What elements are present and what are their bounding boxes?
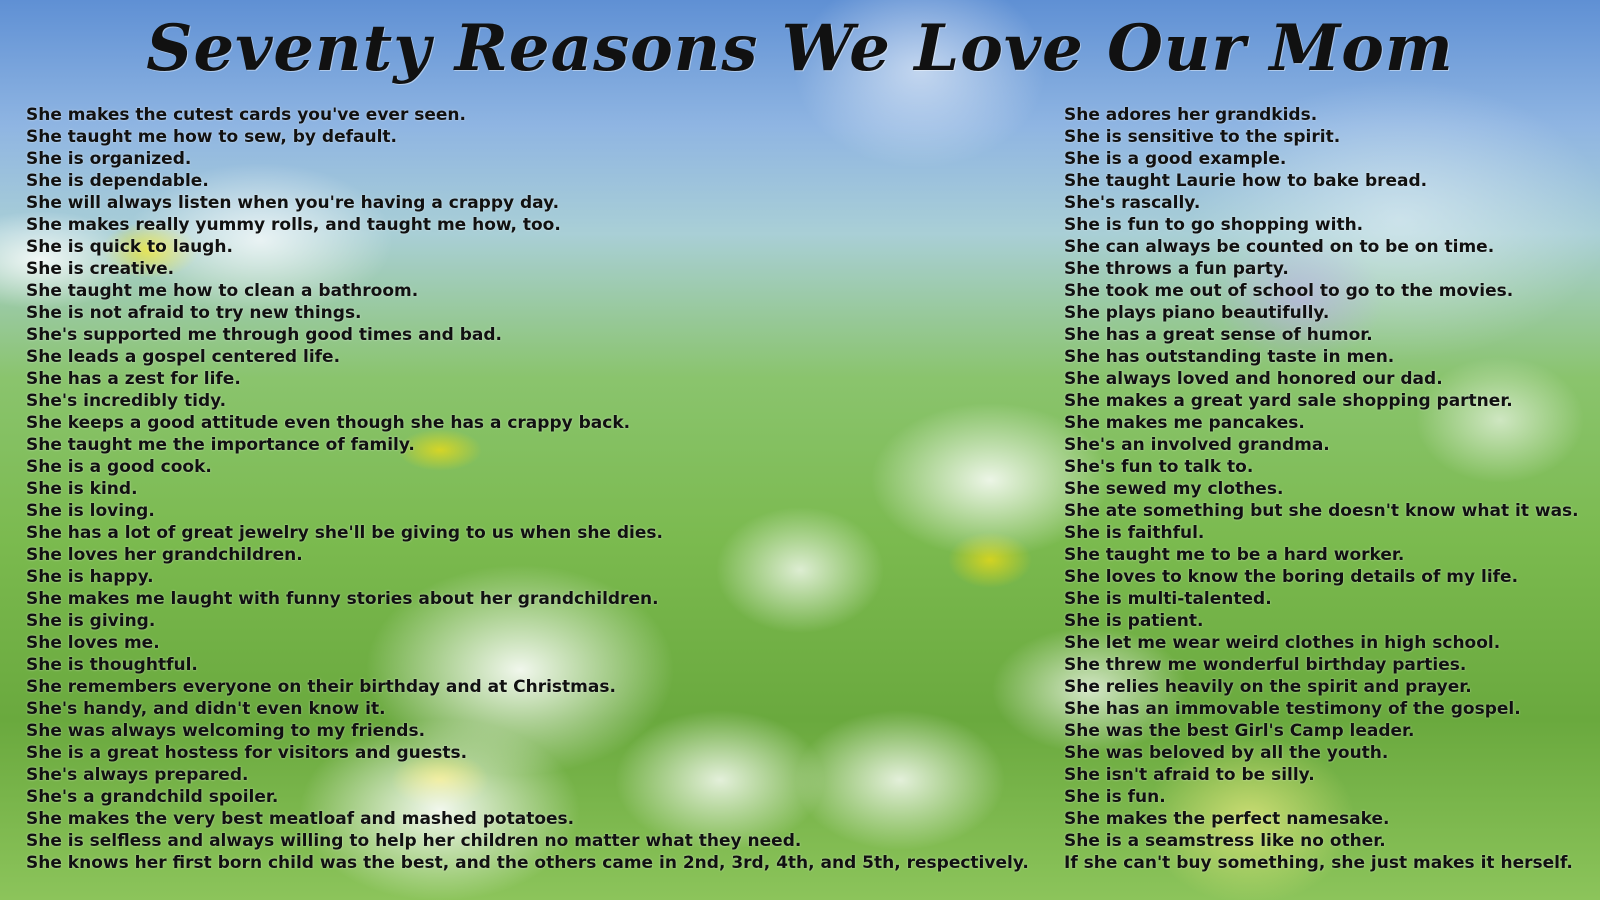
reason-item: She's supported me through good times and bad.	[26, 325, 503, 345]
reason-item: She's incredibly tidy.	[26, 391, 227, 411]
reason-item: She is a seamstress like no other.	[1064, 831, 1386, 851]
reason-item: She is loving.	[26, 501, 155, 521]
reason-item: She always loved and honored our dad.	[1064, 369, 1443, 389]
reason-item: She throws a fun party.	[1064, 259, 1289, 279]
reason-item: She was always welcoming to my friends.	[26, 721, 426, 741]
reason-item: She's rascally.	[1064, 193, 1201, 213]
reason-item: She is faithful.	[1064, 523, 1205, 543]
reason-item: She ate something but she doesn't know what it was.	[1064, 501, 1579, 521]
reason-item: She makes the cutest cards you've ever seen.	[26, 105, 466, 125]
reason-item: She leads a gospel centered life.	[26, 347, 341, 367]
left-reasons-list	[26, 104, 1029, 874]
reason-item: She makes really yummy rolls, and taught me how, too.	[26, 215, 561, 235]
reason-item: She's handy, and didn't even know it.	[26, 699, 386, 719]
reason-item: She has a lot of great jewelry she'll be giving to us when she dies.	[26, 523, 663, 543]
reason-item: She keeps a good attitude even though she has a crappy back.	[26, 413, 631, 433]
reason-item: She knows her first born child was the best, and the others came in 2nd, 3rd, 4th, and 5th, respectively.	[26, 853, 1029, 873]
reason-item: She taught me the importance of family.	[26, 435, 415, 455]
reason-item: She is a great hostess for visitors and guests.	[26, 743, 468, 763]
reason-item: She's fun to talk to.	[1064, 457, 1254, 477]
reason-item: She was beloved by all the youth.	[1064, 743, 1389, 763]
reason-item: She is selfless and always willing to help her children no matter what they need.	[26, 831, 802, 851]
reason-item: She is dependable.	[26, 171, 209, 191]
reason-item: She makes the perfect namesake.	[1064, 809, 1390, 829]
reason-item: She is not afraid to try new things.	[26, 303, 362, 323]
reason-item: She taught me to be a hard worker.	[1064, 545, 1405, 565]
reason-item: She isn't afraid to be silly.	[1064, 765, 1315, 785]
reason-item: She has a great sense of humor.	[1064, 325, 1373, 345]
reason-item: She can always be counted on to be on time.	[1064, 237, 1495, 257]
reason-item: She makes me pancakes.	[1064, 413, 1305, 433]
reason-item: She is creative.	[26, 259, 175, 279]
reason-item: She is multi-talented.	[1064, 589, 1272, 609]
reason-item: She's an involved grandma.	[1064, 435, 1330, 455]
reason-item: She is fun.	[1064, 787, 1166, 807]
reason-item: She sewed my clothes.	[1064, 479, 1284, 499]
reason-item: She is sensitive to the spirit.	[1064, 127, 1341, 147]
reason-item: She is fun to go shopping with.	[1064, 215, 1364, 235]
reason-item: She let me wear weird clothes in high school.	[1064, 633, 1501, 653]
reason-item: She is organized.	[26, 149, 192, 169]
reason-item: If she can't buy something, she just makes it herself.	[1064, 853, 1573, 873]
reason-item: She relies heavily on the spirit and prayer.	[1064, 677, 1472, 697]
reason-item: She's always prepared.	[26, 765, 249, 785]
right-reasons-list	[1064, 104, 1579, 874]
reason-item: She will always listen when you're having a crappy day.	[26, 193, 560, 213]
reason-item: She is happy.	[26, 567, 154, 587]
reason-item: She is a good example.	[1064, 149, 1287, 169]
reason-item: She is patient.	[1064, 611, 1204, 631]
reason-item: She makes a great yard sale shopping partner.	[1064, 391, 1513, 411]
reason-item: She plays piano beautifully.	[1064, 303, 1330, 323]
reason-item: She is thoughtful.	[26, 655, 198, 675]
reason-item: She is quick to laugh.	[26, 237, 233, 257]
reason-item: She remembers everyone on their birthday and at Christmas.	[26, 677, 616, 697]
reason-item: She taught me how to sew, by default.	[26, 127, 397, 147]
reason-item: She is giving.	[26, 611, 156, 631]
reason-item: She has outstanding taste in men.	[1064, 347, 1395, 367]
reason-item: She loves to know the boring details of my life.	[1064, 567, 1519, 587]
reason-item: She's a grandchild spoiler.	[26, 787, 279, 807]
reason-item: She adores her grandkids.	[1064, 105, 1318, 125]
reason-item: She threw me wonderful birthday parties.	[1064, 655, 1467, 675]
reason-item: She taught Laurie how to bake bread.	[1064, 171, 1428, 191]
reason-item: She was the best Girl's Camp leader.	[1064, 721, 1415, 741]
reason-item: She took me out of school to go to the movies.	[1064, 281, 1514, 301]
reason-item: She is a good cook.	[26, 457, 212, 477]
reason-item: She has an immovable testimony of the gospel.	[1064, 699, 1521, 719]
reason-item: She is kind.	[26, 479, 138, 499]
reason-item: She makes the very best meatloaf and mashed potatoes.	[26, 809, 575, 829]
reason-item: She loves me.	[26, 633, 160, 653]
reason-item: She has a zest for life.	[26, 369, 241, 389]
reason-item: She taught me how to clean a bathroom.	[26, 281, 419, 301]
reason-item: She makes me laught with funny stories about her grandchildren.	[26, 589, 659, 609]
reason-item: She loves her grandchildren.	[26, 545, 303, 565]
poster-title: Seventy Reasons We Love Our Mom	[146, 11, 1454, 86]
